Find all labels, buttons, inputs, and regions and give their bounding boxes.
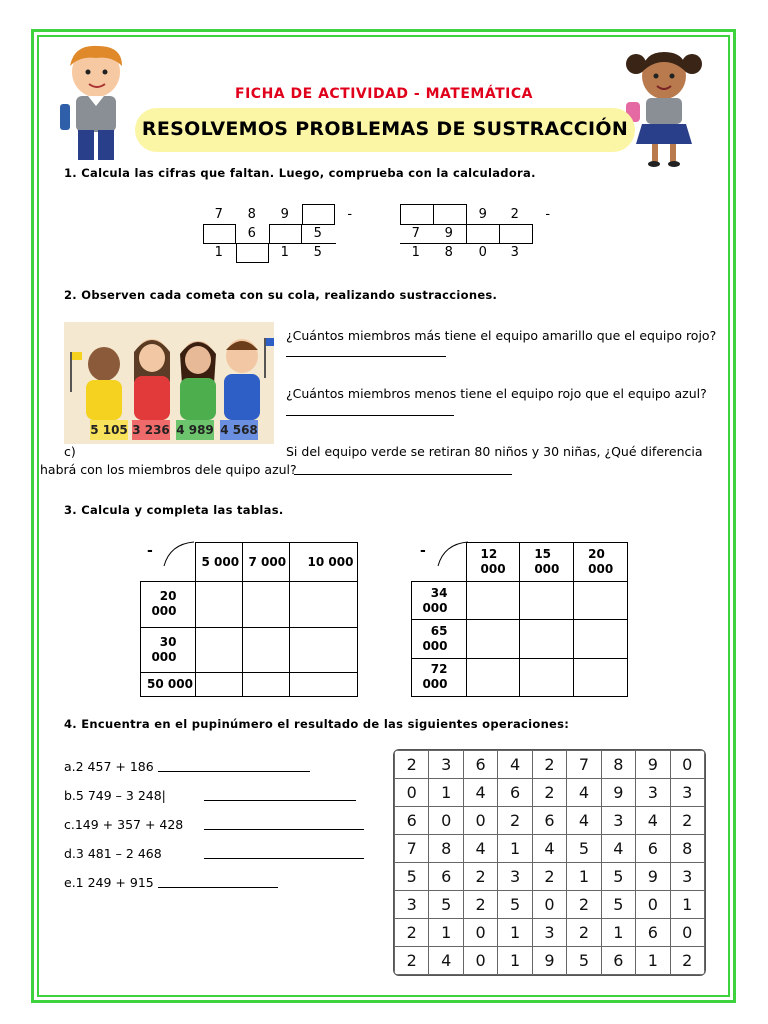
grid-cell[interactable]: 2 [567,919,601,947]
answer-cell[interactable] [520,620,574,658]
grid-cell[interactable]: 4 [429,947,463,975]
team-blue-count: 4 568 [220,420,258,440]
grid-cell[interactable]: 5 [498,891,532,919]
row-header: 50 000 [141,673,196,697]
grid-cell[interactable]: 4 [532,835,566,863]
grid-row [395,891,705,919]
digit: 8 [247,207,257,222]
grid-cell[interactable]: 5 [601,891,635,919]
row-header: 20 000 [141,582,196,628]
row-header: 34 000 [412,582,467,620]
blank-digit-box[interactable] [203,224,236,244]
answer-line-2b[interactable] [286,415,454,416]
grid-cell[interactable]: 8 [601,751,635,779]
answer-cell[interactable] [520,582,574,620]
row-header: 30 000 [141,627,196,673]
grid-cell[interactable]: 5 [567,835,601,863]
answer-cell[interactable] [242,582,289,628]
answer-cell[interactable] [289,582,358,628]
question-2c-label: c) [64,444,76,459]
grid-cell[interactable]: 0 [532,891,566,919]
grid-cell[interactable]: 2 [532,751,566,779]
grid-cell[interactable]: 2 [670,947,705,975]
grid-cell[interactable]: 0 [670,751,705,779]
digit: 1 [280,245,290,260]
grid-cell[interactable]: 2 [463,863,497,891]
digit: 0 [478,245,488,260]
result-line [203,243,336,244]
operation-b: b.5 749 – 3 248| [64,788,166,803]
digit: 3 [510,245,520,260]
col-header: 15 000 [520,543,574,582]
grid-cell[interactable]: 3 [532,919,566,947]
question-2b: ¿Cuántos miembros menos tiene el equipo rojo que el equipo azul? [286,386,707,401]
grid-cell[interactable]: 3 [498,863,532,891]
grid-cell[interactable]: 3 [395,891,429,919]
subtraction-table-2 [411,542,628,697]
grid-cell[interactable]: 1 [498,919,532,947]
grid-cell[interactable]: 2 [395,751,429,779]
digit: 7 [411,226,421,241]
answer-cell[interactable] [242,627,289,673]
grid-cell[interactable]: 1 [429,919,463,947]
digit: 9 [280,207,290,222]
col-header: 10 000 [289,543,358,582]
grid-cell[interactable]: 1 [601,919,635,947]
question-2c-line1: Si del equipo verde se retiran 80 niños y 30 niñas, ¿Qué diferencia [286,444,703,459]
grid-cell[interactable]: 1 [429,779,463,807]
page-title: RESOLVEMOS PROBLEMAS DE SUSTRACCIÓN [141,118,629,140]
question-2c-line2: habrá con los miembros dele quipo azul? [40,462,297,477]
answer-line-c[interactable] [204,829,364,830]
row-header: 72 000 [412,658,467,696]
digit: 7 [214,207,224,222]
grid-cell[interactable]: 3 [670,779,705,807]
digit: 1 [411,245,421,260]
grid-cell[interactable]: 6 [636,919,670,947]
grid-cell[interactable]: 8 [670,835,705,863]
blank-digit-box[interactable] [236,243,269,263]
worksheet-subtitle: FICHA DE ACTIVIDAD - MATEMÁTICA [235,86,533,102]
subtraction-table-1 [140,542,358,697]
grid-cell[interactable]: 4 [463,779,497,807]
col-header: 5 000 [195,543,242,582]
grid-row [395,779,705,807]
grid-cell[interactable]: 2 [498,807,532,835]
grid-cell[interactable]: 9 [636,751,670,779]
girl-illustration [620,46,710,168]
answer-cell[interactable] [466,658,520,696]
grid-cell[interactable]: 0 [636,891,670,919]
grid-cell[interactable]: 7 [395,835,429,863]
grid-cell[interactable]: 6 [395,807,429,835]
answer-cell[interactable] [466,620,520,658]
boy-illustration [52,42,142,164]
digit: 9 [478,207,488,222]
grid-cell[interactable]: 4 [463,835,497,863]
table-corner [141,543,196,582]
question-2a: ¿Cuántos miembros más tiene el equipo amarillo que el equipo rojo? [286,328,717,343]
digit: 9 [444,226,454,241]
digit: 1 [214,245,224,260]
grid-cell[interactable]: 6 [601,947,635,975]
question-4-title: 4. Encuentra en el pupinúmero el resultado de las siguientes operaciones: [64,717,570,731]
pupinumero-grid [393,749,706,976]
grid-cell[interactable]: 2 [670,807,705,835]
grid-cell[interactable]: 0 [670,919,705,947]
grid-cell[interactable]: 1 [567,863,601,891]
grid-row [395,919,705,947]
grid-cell[interactable]: 1 [670,891,705,919]
grid-cell[interactable]: 3 [636,779,670,807]
grid-cell[interactable]: 4 [567,807,601,835]
blank-digit-box[interactable] [302,204,335,225]
grid-cell[interactable]: 0 [429,807,463,835]
grid-cell[interactable]: 0 [463,947,497,975]
result-line [400,243,533,244]
grid-cell[interactable]: 1 [636,947,670,975]
grid-cell[interactable]: 4 [567,779,601,807]
grid-cell[interactable]: 1 [498,835,532,863]
grid-cell[interactable]: 6 [463,751,497,779]
answer-line-b[interactable] [204,800,356,801]
operation-d: d.3 481 – 2 468 [64,846,162,861]
operation-c: c.149 + 357 + 428 [64,817,184,832]
grid-cell[interactable]: 6 [636,835,670,863]
grid-row [395,947,705,975]
grid-cell[interactable]: 7 [567,751,601,779]
grid-cell[interactable]: 0 [463,807,497,835]
grid-cell[interactable]: 0 [395,779,429,807]
answer-cell[interactable] [574,582,628,620]
minus-label-table2: - [420,543,426,559]
digit: 8 [444,245,454,260]
answer-line-a[interactable] [158,771,310,772]
grid-cell[interactable]: 2 [567,891,601,919]
grid-cell[interactable]: 6 [498,779,532,807]
answer-cell[interactable] [289,627,358,673]
minus-label-table1: - [147,543,153,559]
answer-cell[interactable] [242,673,289,697]
answer-line-e[interactable] [158,887,278,888]
grid-cell[interactable]: 6 [429,863,463,891]
operation-e: e.1 249 + 915 [64,875,154,890]
digit: 2 [510,207,520,222]
blank-digit-box[interactable] [269,224,302,244]
answer-line-2c[interactable] [294,474,512,475]
answer-cell[interactable] [520,658,574,696]
grid-cell[interactable]: 5 [429,891,463,919]
col-header: 7 000 [242,543,289,582]
blank-digit-box[interactable] [466,224,500,244]
digit: 5 [313,226,323,241]
answer-cell[interactable] [195,673,242,697]
row-header: 65 000 [412,620,467,658]
grid-cell[interactable]: 2 [463,891,497,919]
grid-row [395,751,705,779]
answer-cell[interactable] [195,582,242,628]
grid-cell[interactable]: 0 [463,919,497,947]
grid-cell[interactable]: 4 [636,807,670,835]
minus-sign: - [545,207,551,222]
grid-cell[interactable]: 3 [601,807,635,835]
grid-cell[interactable]: 2 [395,947,429,975]
grid-cell[interactable]: 1 [498,947,532,975]
grid-cell[interactable]: 3 [670,863,705,891]
blank-digit-box[interactable] [499,224,533,244]
grid-row [395,807,705,835]
table-corner [412,543,467,582]
grid-cell[interactable]: 2 [532,779,566,807]
answer-line-d[interactable] [204,858,364,859]
team-yellow-count: 5 105 [90,420,128,440]
digit: 5 [313,245,323,260]
digit: 6 [247,226,257,241]
grid-cell[interactable]: 2 [532,863,566,891]
grid-cell[interactable]: 5 [395,863,429,891]
grid-cell[interactable]: 4 [498,751,532,779]
grid-cell[interactable]: 9 [532,947,566,975]
question-3-title: 3. Calcula y completa las tablas. [64,503,284,517]
col-header: 12 000 [466,543,520,582]
question-2-title: 2. Observen cada cometa con su cola, realizando sustracciones. [64,288,498,302]
grid-cell[interactable]: 6 [532,807,566,835]
children-teams-image [64,322,274,444]
grid-row [395,863,705,891]
answer-cell[interactable] [574,620,628,658]
grid-row [395,835,705,863]
team-red-count: 3 236 [132,420,170,440]
operation-a: a.2 457 + 186 [64,759,154,774]
grid-cell[interactable]: 5 [567,947,601,975]
answer-cell[interactable] [466,582,520,620]
grid-cell[interactable]: 9 [636,863,670,891]
grid-cell[interactable]: 8 [429,835,463,863]
grid-cell[interactable]: 5 [601,863,635,891]
answer-cell[interactable] [574,658,628,696]
answer-cell[interactable] [195,627,242,673]
grid-cell[interactable]: 4 [601,835,635,863]
blank-digit-box[interactable] [433,204,467,225]
question-1-title: 1. Calcula las cifras que faltan. Luego, comprueba con la calculadora. [64,166,536,180]
minus-sign: - [347,207,353,222]
col-header: 20 000 [574,543,628,582]
blank-digit-box[interactable] [400,204,434,225]
grid-cell[interactable]: 2 [395,919,429,947]
answer-cell[interactable] [289,673,358,697]
answer-line-2a[interactable] [286,356,446,357]
team-green-count: 4 989 [176,420,214,440]
grid-cell[interactable]: 9 [601,779,635,807]
grid-cell[interactable]: 3 [429,751,463,779]
